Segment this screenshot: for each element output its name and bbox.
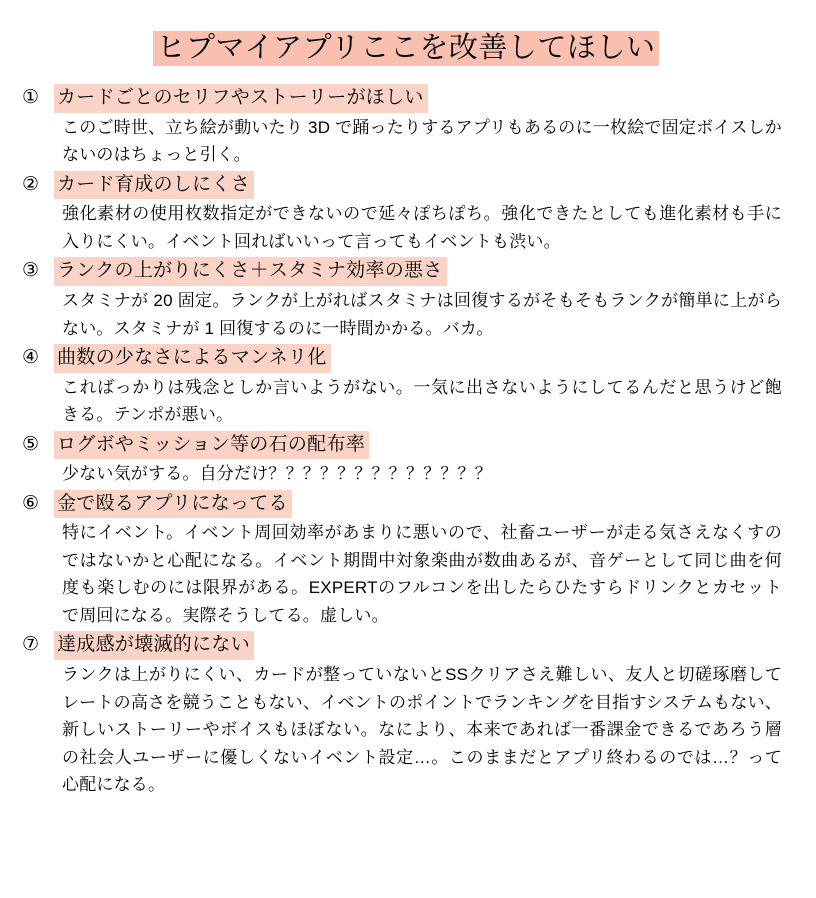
list-item bbox=[22, 84, 790, 169]
page-title-text: ヒプマイアプリここを改善してほしい bbox=[153, 31, 660, 66]
item-body: このご時世、立ち絵が動いたり 3D で踊ったりするアプリもあるのに一枚絵で固定ボイスしかないのはちょっと引く。 bbox=[62, 117, 782, 165]
item-heading-row bbox=[22, 490, 790, 519]
page-title bbox=[22, 30, 790, 66]
item-heading-row bbox=[22, 257, 790, 286]
item-heading-row bbox=[22, 344, 790, 373]
list-item bbox=[22, 344, 790, 429]
item-marker: ⑥ bbox=[22, 492, 40, 514]
list-item bbox=[22, 171, 790, 256]
item-marker: ③ bbox=[22, 260, 40, 282]
item-heading: ログボやミッション等の石の配布率 bbox=[54, 431, 369, 460]
item-heading-row bbox=[22, 171, 790, 200]
item-heading: カード育成のしにくさ bbox=[54, 171, 254, 200]
item-body: 強化素材の使用枚数指定ができないので延々ぽちぽち。強化できたとしても進化素材も手に入りにくい。イベント回ればいいって言ってもイベントも渋い。 bbox=[62, 204, 782, 251]
item-marker: ⑦ bbox=[22, 634, 40, 656]
item-heading: カードごとのセリフやストーリーがほしい bbox=[54, 84, 428, 113]
list-item bbox=[22, 490, 790, 630]
item-marker: ① bbox=[22, 87, 40, 109]
item-heading: ランクの上がりにくさ＋スタミナ効率の悪さ bbox=[54, 257, 447, 286]
item-body: 特にイベント。イベント周回効率があまりに悪いので、社畜ユーザーが走る気さえなくすのではないかと心配になる。イベント期間中対象楽曲が数曲あるが、音ゲーとして同じ曲を何度も楽しむのには限界がある。EXPERTのフルコンを出したらひたすらドリンクとカセットで周回になる。実際そうしてる。虚しい。 bbox=[62, 523, 782, 625]
item-heading: 曲数の少なさによるマンネリ化 bbox=[54, 344, 331, 373]
item-body: 少ない気がする。自分だけ？？？？？？？？？？？？？ bbox=[62, 464, 492, 484]
item-heading-row bbox=[22, 84, 790, 113]
item-heading-row bbox=[22, 631, 790, 660]
list-item bbox=[22, 257, 790, 342]
item-heading: 金で殴るアプリになってる bbox=[54, 490, 292, 519]
item-body: こればっかりは残念としか言いようがない。一気に出さないようにしてるんだと思うけど飽きる。テンポが悪い。 bbox=[62, 377, 782, 425]
item-marker: ④ bbox=[22, 347, 40, 369]
item-heading-row bbox=[22, 431, 790, 460]
item-marker: ② bbox=[22, 173, 40, 195]
item-body: スタミナが 20 固定。ランクが上がればスタミナは回復するがそもそもランクが簡単に上がらない。スタミナが 1 回復するのに一時間かかる。バカ。 bbox=[62, 291, 782, 338]
item-body: ランクは上がりにくい、カードが整っていないとSSクリアさえ難しい、友人と切磋琢磨してレートの高さを競うこともない、イベントのポイントでランキングを目指すシステムもない、新しいストーリーやボイスもほぼない。なにより、本来であれば一番課金できるであろう層の社会人ユーザーに優しくないイベント設定…。このままだとアプリ終わるのでは…？って心配になる。 bbox=[62, 664, 782, 795]
item-heading: 達成感が壊滅的にない bbox=[54, 631, 254, 660]
list-item bbox=[22, 431, 790, 488]
item-marker: ⑤ bbox=[22, 433, 40, 455]
list-item bbox=[22, 631, 790, 798]
